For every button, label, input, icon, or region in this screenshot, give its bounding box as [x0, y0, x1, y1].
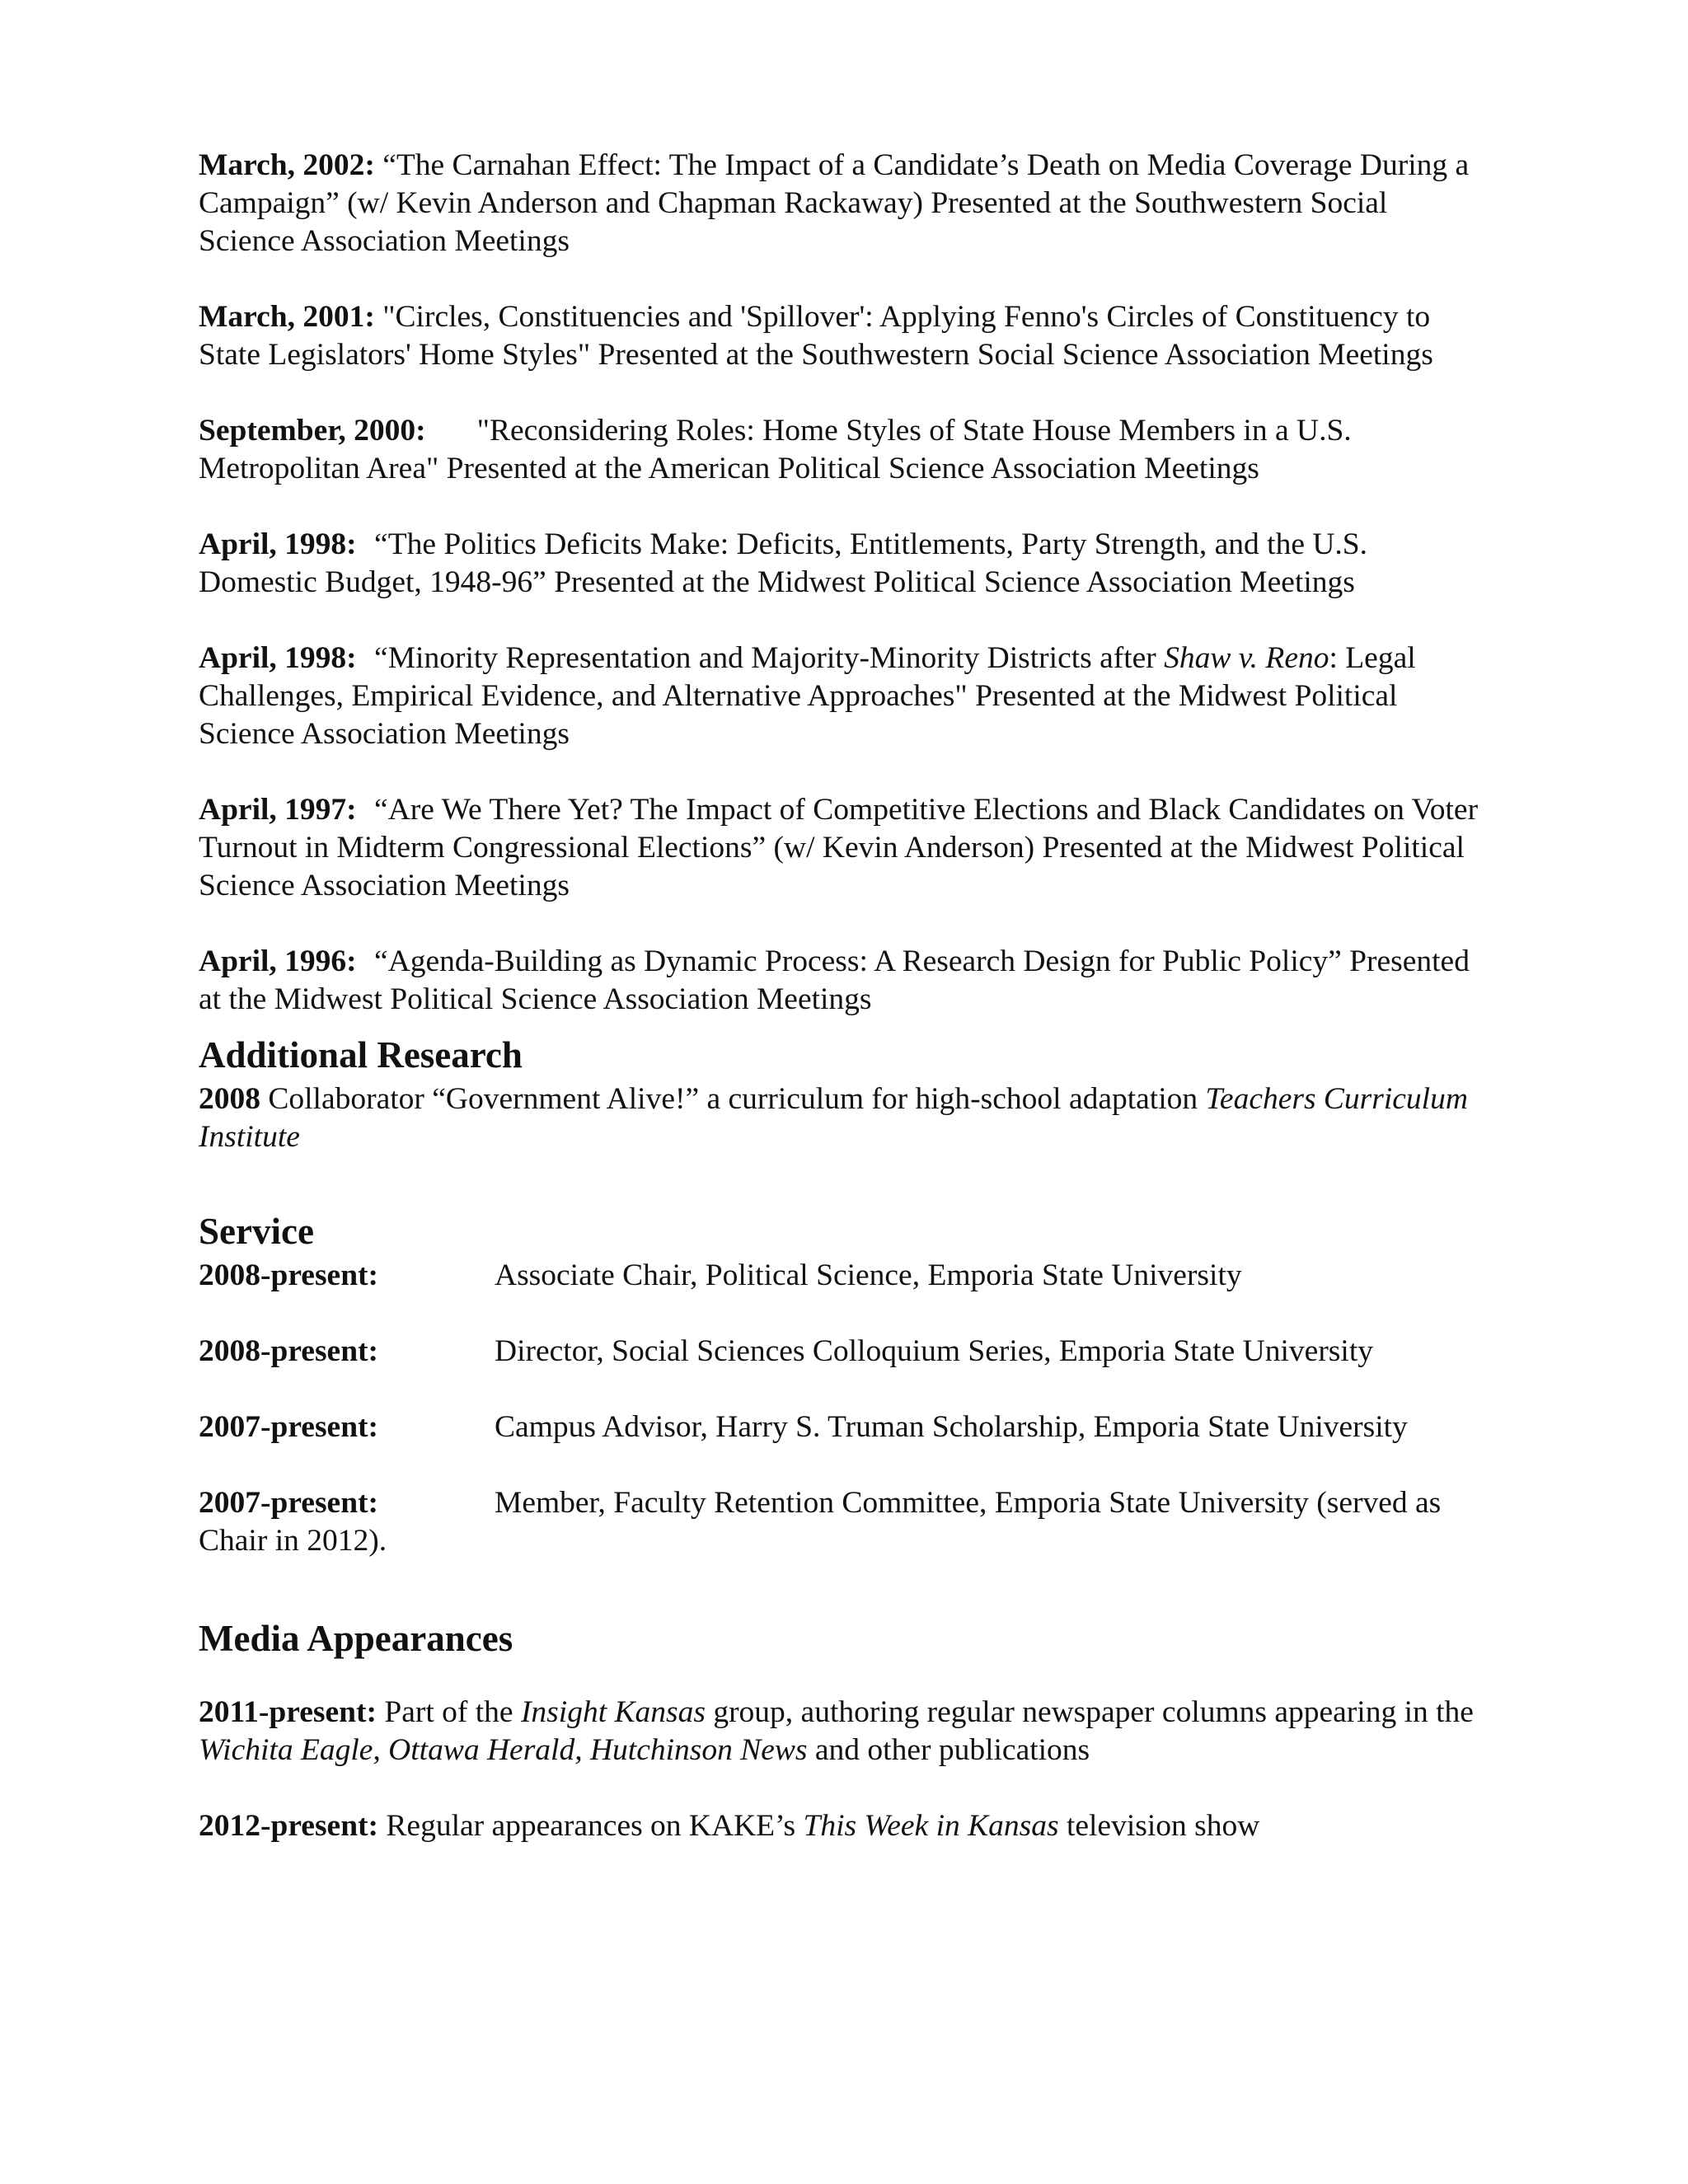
media-date: 2011-present: — [199, 1695, 377, 1729]
entry-details: Presented at the Midwest Political Science Association Meetings — [546, 565, 1355, 599]
service-role: Member, Faculty Retention Committee, Emporia State University (served as Chair in 2012). — [199, 1486, 1442, 1558]
media-group: Insight Kansas — [520, 1695, 706, 1729]
presentation-entry — [199, 791, 1484, 905]
media-text: and other publications — [807, 1733, 1090, 1767]
research-text: Collaborator “Government Alive!” a curriculum for high-school adaptation — [260, 1082, 1206, 1116]
entry-date: March, 2002: — [199, 148, 375, 182]
entry-details: (w/ Kevin Anderson) Presented at the Midwest Political Science Association Meetings — [199, 831, 1465, 902]
court-case-title: Shaw v. Reno — [1164, 641, 1329, 675]
section-heading-media-appearances: Media Appearances — [199, 1618, 513, 1659]
entry-details: Presented at the Southwestern Social Science Association Meetings — [590, 338, 1433, 372]
media-text: group, authoring regular newspaper columns appearing in the — [705, 1695, 1474, 1729]
cv-page — [199, 147, 1484, 1845]
entry-date: April, 1998: — [199, 641, 357, 675]
entry-date: April, 1996: — [199, 944, 357, 978]
entry-title: “The Carnahan Effect: The Impact of a Candidate’s Death on Media Coverage During a Campaign” — [199, 148, 1470, 220]
service-date: 2007-present: — [199, 1486, 379, 1520]
service-entry — [199, 1408, 1484, 1446]
service-role: Associate Chair, Political Science, Emporia State University — [495, 1258, 1242, 1292]
media-show: This Week in Kansas — [803, 1809, 1059, 1843]
entry-title: "Circles, Constituencies and 'Spillover': Applying Fenno's Circles of Constituency to State Legislators' Home Styles" — [199, 300, 1431, 372]
service-entry — [199, 1333, 1484, 1371]
presentation-entry — [199, 526, 1484, 602]
service-entry — [199, 1257, 1484, 1295]
entry-details: (w/ Kevin Anderson and Chapman Rackaway) Presented at the Southwestern Social Science Association Meetings — [199, 186, 1388, 258]
entry-title-end: : Legal Challenges, Empirical Evidence, and Alternative Approaches" — [199, 641, 1416, 713]
entry-details: Presented at the American Political Science Association Meetings — [438, 452, 1259, 485]
presentation-entry — [199, 412, 1484, 488]
entry-date: March, 2001: — [199, 300, 375, 334]
media-papers: Wichita Eagle, Ottawa Herald, Hutchinson News — [199, 1733, 808, 1767]
entry-date: April, 1997: — [199, 793, 357, 827]
entry-date: April, 1998: — [199, 527, 357, 561]
entry-title: "Reconsidering Roles: Home Styles of State House Members in a U.S. Metropolitan Area" — [199, 414, 1352, 485]
service-date: 2008-present: — [199, 1258, 379, 1292]
entry-details: Presented at the Midwest Political Science Association Meetings — [199, 679, 1398, 751]
entry-title: “Are We There Yet? The Impact of Competitive Elections and Black Candidates on Voter Turnout in Midterm Congressional Elections” — [199, 793, 1479, 865]
entry-details: Presented at the Midwest Political Science Association Meetings — [199, 944, 1470, 1016]
research-entry — [199, 1080, 1484, 1156]
entry-title-start: “Minority Representation and Majority-Minority Districts after — [374, 641, 1165, 675]
presentation-entry — [199, 943, 1484, 1019]
presentation-entry — [199, 640, 1484, 753]
media-entry — [199, 1694, 1484, 1769]
service-date: 2008-present: — [199, 1334, 379, 1368]
service-role: Campus Advisor, Harry S. Truman Scholarship, Emporia State University — [495, 1410, 1408, 1444]
media-text: television show — [1058, 1809, 1260, 1843]
entry-title: “The Politics Deficits Make: Deficits, Entitlements, Party Strength, and the U.S. Domestic Budget, 1948-96” — [199, 527, 1368, 599]
media-date: 2012-present: — [199, 1809, 379, 1843]
service-role: Director, Social Sciences Colloquium Series, Emporia State University — [495, 1334, 1373, 1368]
research-publisher: Teachers Curriculum Institute — [199, 1082, 1468, 1154]
service-date: 2007-present: — [199, 1410, 379, 1444]
research-year: 2008 — [199, 1082, 260, 1116]
section-heading-service: Service — [199, 1211, 314, 1252]
presentation-entry — [199, 298, 1484, 374]
presentation-entry — [199, 147, 1484, 260]
service-entry — [199, 1484, 1484, 1560]
media-text: Regular appearances on KAKE’s — [378, 1809, 804, 1843]
entry-date: September, 2000: — [199, 414, 426, 448]
media-text: Part of the — [376, 1695, 521, 1729]
entry-title: “Agenda-Building as Dynamic Process: A Research Design for Public Policy” — [374, 944, 1342, 978]
section-heading-additional-research: Additional Research — [199, 1034, 523, 1076]
media-entry — [199, 1807, 1484, 1845]
